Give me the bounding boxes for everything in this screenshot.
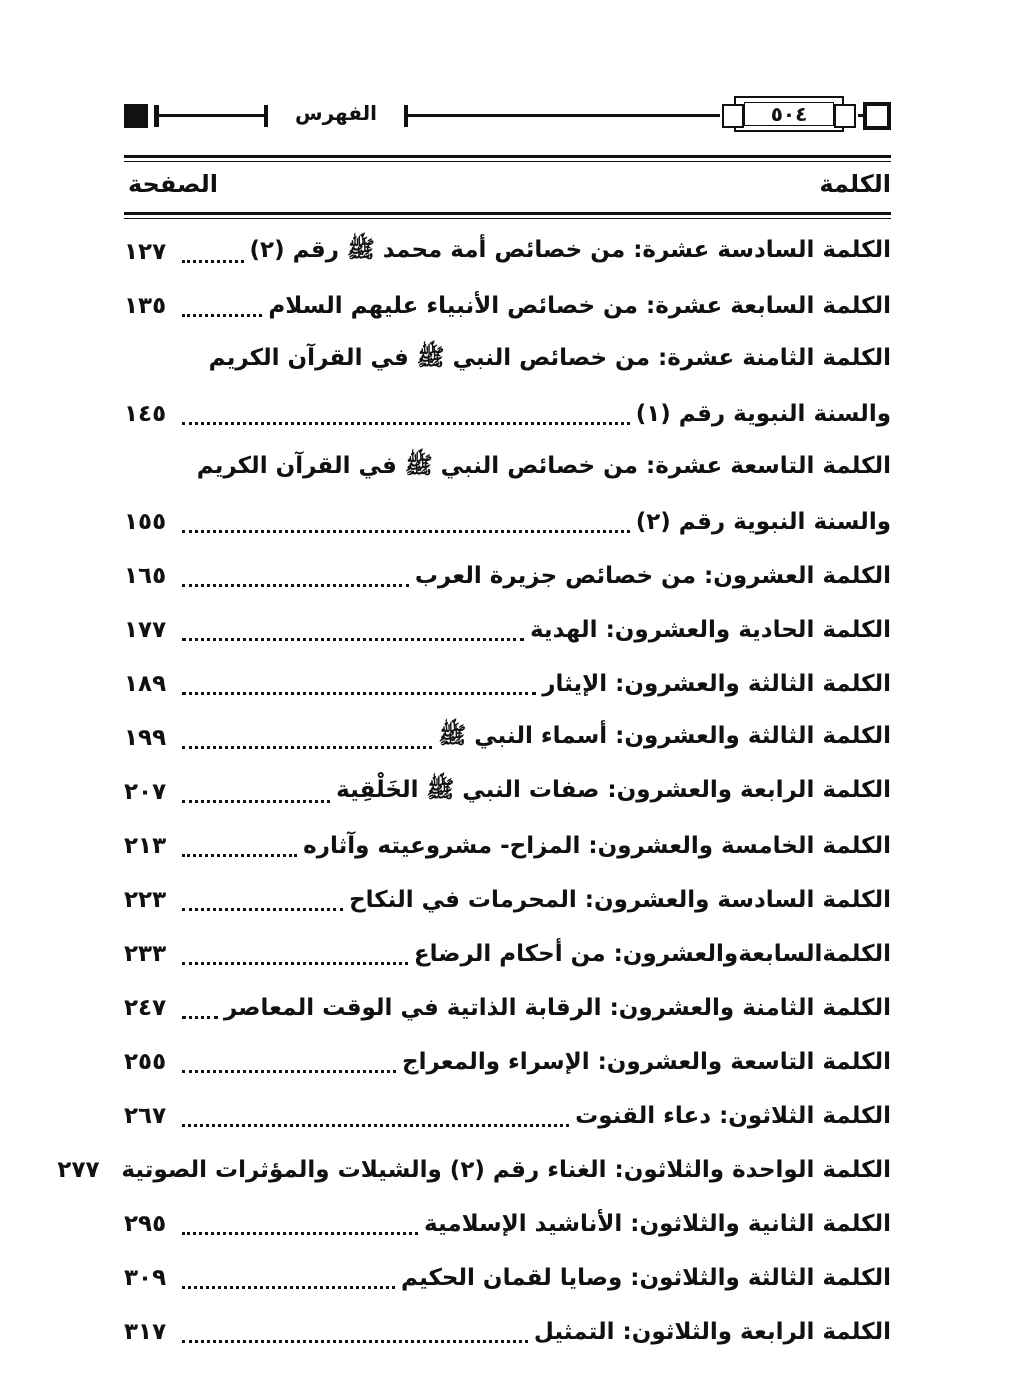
dot-leader <box>182 852 297 857</box>
section-title: الفهرس <box>294 101 377 125</box>
running-header <box>124 96 891 136</box>
dot-leader <box>182 528 630 533</box>
toc-entry <box>124 657 891 711</box>
toc-entry-title: الكلمة الثامنة عشرة: من خصائص النبي ﷺ في القرآن الكريم <box>208 345 891 371</box>
dot-leader <box>182 582 409 587</box>
toc-entry <box>124 1089 891 1143</box>
toc-entry-page: ٣٠٩ <box>124 1265 167 1291</box>
toc-entry-title: الكلمة الثالثة والثلاثون: وصايا لقمان الحكيم <box>401 1265 891 1291</box>
toc-entry-title: الكلمة العشرون: من خصائص جزيرة العرب <box>414 563 891 589</box>
toc-entry-title: والسنة النبوية رقم (١) <box>635 401 891 427</box>
toc-entry <box>124 873 891 927</box>
toc-entry <box>124 1251 891 1305</box>
toc-entry-page: ١٧٧ <box>124 617 167 643</box>
header-square-ornament-hollow <box>863 102 891 130</box>
toc-entry-title: الكلمة التاسعة عشرة: من خصائص النبي ﷺ في القرآن الكريم <box>196 453 891 479</box>
toc-entry-title: الكلمة السادسة عشرة: من خصائص أمة محمد ﷺ رقم (٢) <box>249 237 891 263</box>
toc-entry-title: الكلمةالسابعةوالعشرون: من أحكام الرضاع <box>413 941 891 967</box>
dot-leader <box>182 906 343 911</box>
toc-entry-title: الكلمة الثامنة والعشرون: الرقابة الذاتية في الوقت المعاصر <box>224 995 891 1021</box>
toc-entry-page: ١٩٩ <box>124 725 167 751</box>
toc-entry-page: ٢١٣ <box>124 833 167 859</box>
dot-leader <box>182 258 244 263</box>
dot-leader <box>182 690 536 695</box>
dot-leader <box>182 744 432 749</box>
toc-entry-page: ٢٠٧ <box>124 779 167 805</box>
column-header-page: الصفحة <box>128 170 219 198</box>
toc-entry-page: ٢٣٣ <box>124 941 167 967</box>
toc-entry <box>124 711 891 765</box>
toc-entry <box>124 819 891 873</box>
toc-entry-page: ٢٤٧ <box>124 995 167 1021</box>
header-square-ornament <box>124 104 148 128</box>
toc-entry <box>124 495 891 549</box>
toc-entry-title: والسنة النبوية رقم (٢) <box>635 509 891 535</box>
toc-entry-title: الكلمة الثالثة والعشرون: أسماء النبي ﷺ <box>438 723 891 749</box>
toc-entry-title: الكلمة الحادية والعشرون: الهدية <box>529 617 891 643</box>
bottom-double-rule-thin <box>124 218 891 219</box>
toc-entry <box>124 387 891 441</box>
toc-entry <box>124 549 891 603</box>
toc-entry-page: ٢٧٧ <box>57 1157 100 1183</box>
toc-entry-page: ١٦٥ <box>124 563 167 589</box>
toc-entry <box>124 1035 891 1089</box>
dot-leader <box>182 1284 395 1289</box>
toc-entry <box>124 225 891 279</box>
toc-entry <box>124 1197 891 1251</box>
toc-entry-page: ١٨٩ <box>124 671 167 697</box>
toc-entry-page: ١٤٥ <box>124 401 167 427</box>
toc-entry <box>124 765 891 819</box>
dot-leader <box>182 1122 569 1127</box>
toc-entry-title: الكلمة الثانية والثلاثون: الأناشيد الإسلامية <box>424 1211 891 1237</box>
toc-entry <box>124 981 891 1035</box>
bottom-double-rule <box>124 212 891 215</box>
toc-entry-title: الكلمة السابعة عشرة: من خصائص الأنبياء عليهم السلام <box>268 293 891 319</box>
toc-entry <box>124 603 891 657</box>
toc-entry-title: الكلمة الثلاثون: دعاء القنوت <box>575 1103 891 1129</box>
toc-entry-page: ١٣٥ <box>124 293 167 319</box>
toc-entry-page: ٢٦٧ <box>124 1103 167 1129</box>
toc-entry-page: ٢٢٣ <box>124 887 167 913</box>
toc-entry-title: الكلمة الواحدة والثلاثون: الغناء رقم (٢) والشيلات والمؤثرات الصوتية <box>121 1157 891 1183</box>
toc-list <box>57 225 891 1359</box>
toc-entry-title: الكلمة الرابعة والثلاثون: التمثيل <box>533 1319 891 1345</box>
toc-entry-page: ١٢٧ <box>124 239 167 265</box>
header-rule-left <box>158 114 266 117</box>
dot-leader <box>182 312 262 317</box>
page-number: ٥٠٤ <box>770 102 808 126</box>
dot-leader <box>182 1338 528 1343</box>
toc-entry-title: الكلمة الثالثة والعشرون: الإيثار <box>542 671 891 697</box>
dot-leader <box>182 960 408 965</box>
toc-entry-title: الكلمة الخامسة والعشرون: المزاح- مشروعيته وآثاره <box>303 833 891 859</box>
column-header-word: الكلمة <box>819 170 891 198</box>
toc-entry-title: الكلمة السادسة والعشرون: المحرمات في النكاح <box>349 887 891 913</box>
dot-leader <box>182 798 330 803</box>
toc-entry <box>124 1305 891 1359</box>
dot-leader <box>182 1230 418 1235</box>
dot-leader <box>182 1068 396 1073</box>
toc-entry-page: ٣١٧ <box>124 1319 167 1345</box>
top-double-rule <box>124 155 891 158</box>
toc-entry <box>124 279 891 333</box>
dot-leader <box>182 636 524 641</box>
toc-entry-title: الكلمة الرابعة والعشرون: صفات النبي ﷺ الخَلْقِية <box>336 777 891 803</box>
header-bar-ornament <box>264 105 268 127</box>
dot-leader <box>182 420 630 425</box>
toc-entry-page: ٢٥٥ <box>124 1049 167 1075</box>
header-rule-middle <box>408 114 720 117</box>
page-number-frame <box>734 96 844 132</box>
toc-entry <box>124 927 891 981</box>
top-double-rule-thin <box>124 161 891 162</box>
toc-entry <box>124 441 891 495</box>
toc-entry-page: ١٥٥ <box>124 509 167 535</box>
toc-entry <box>57 1143 891 1197</box>
toc-entry <box>124 333 891 387</box>
toc-entry-title: الكلمة التاسعة والعشرون: الإسراء والمعراج <box>402 1049 891 1075</box>
dot-leader <box>182 1014 218 1019</box>
toc-entry-page: ٢٩٥ <box>124 1211 167 1237</box>
